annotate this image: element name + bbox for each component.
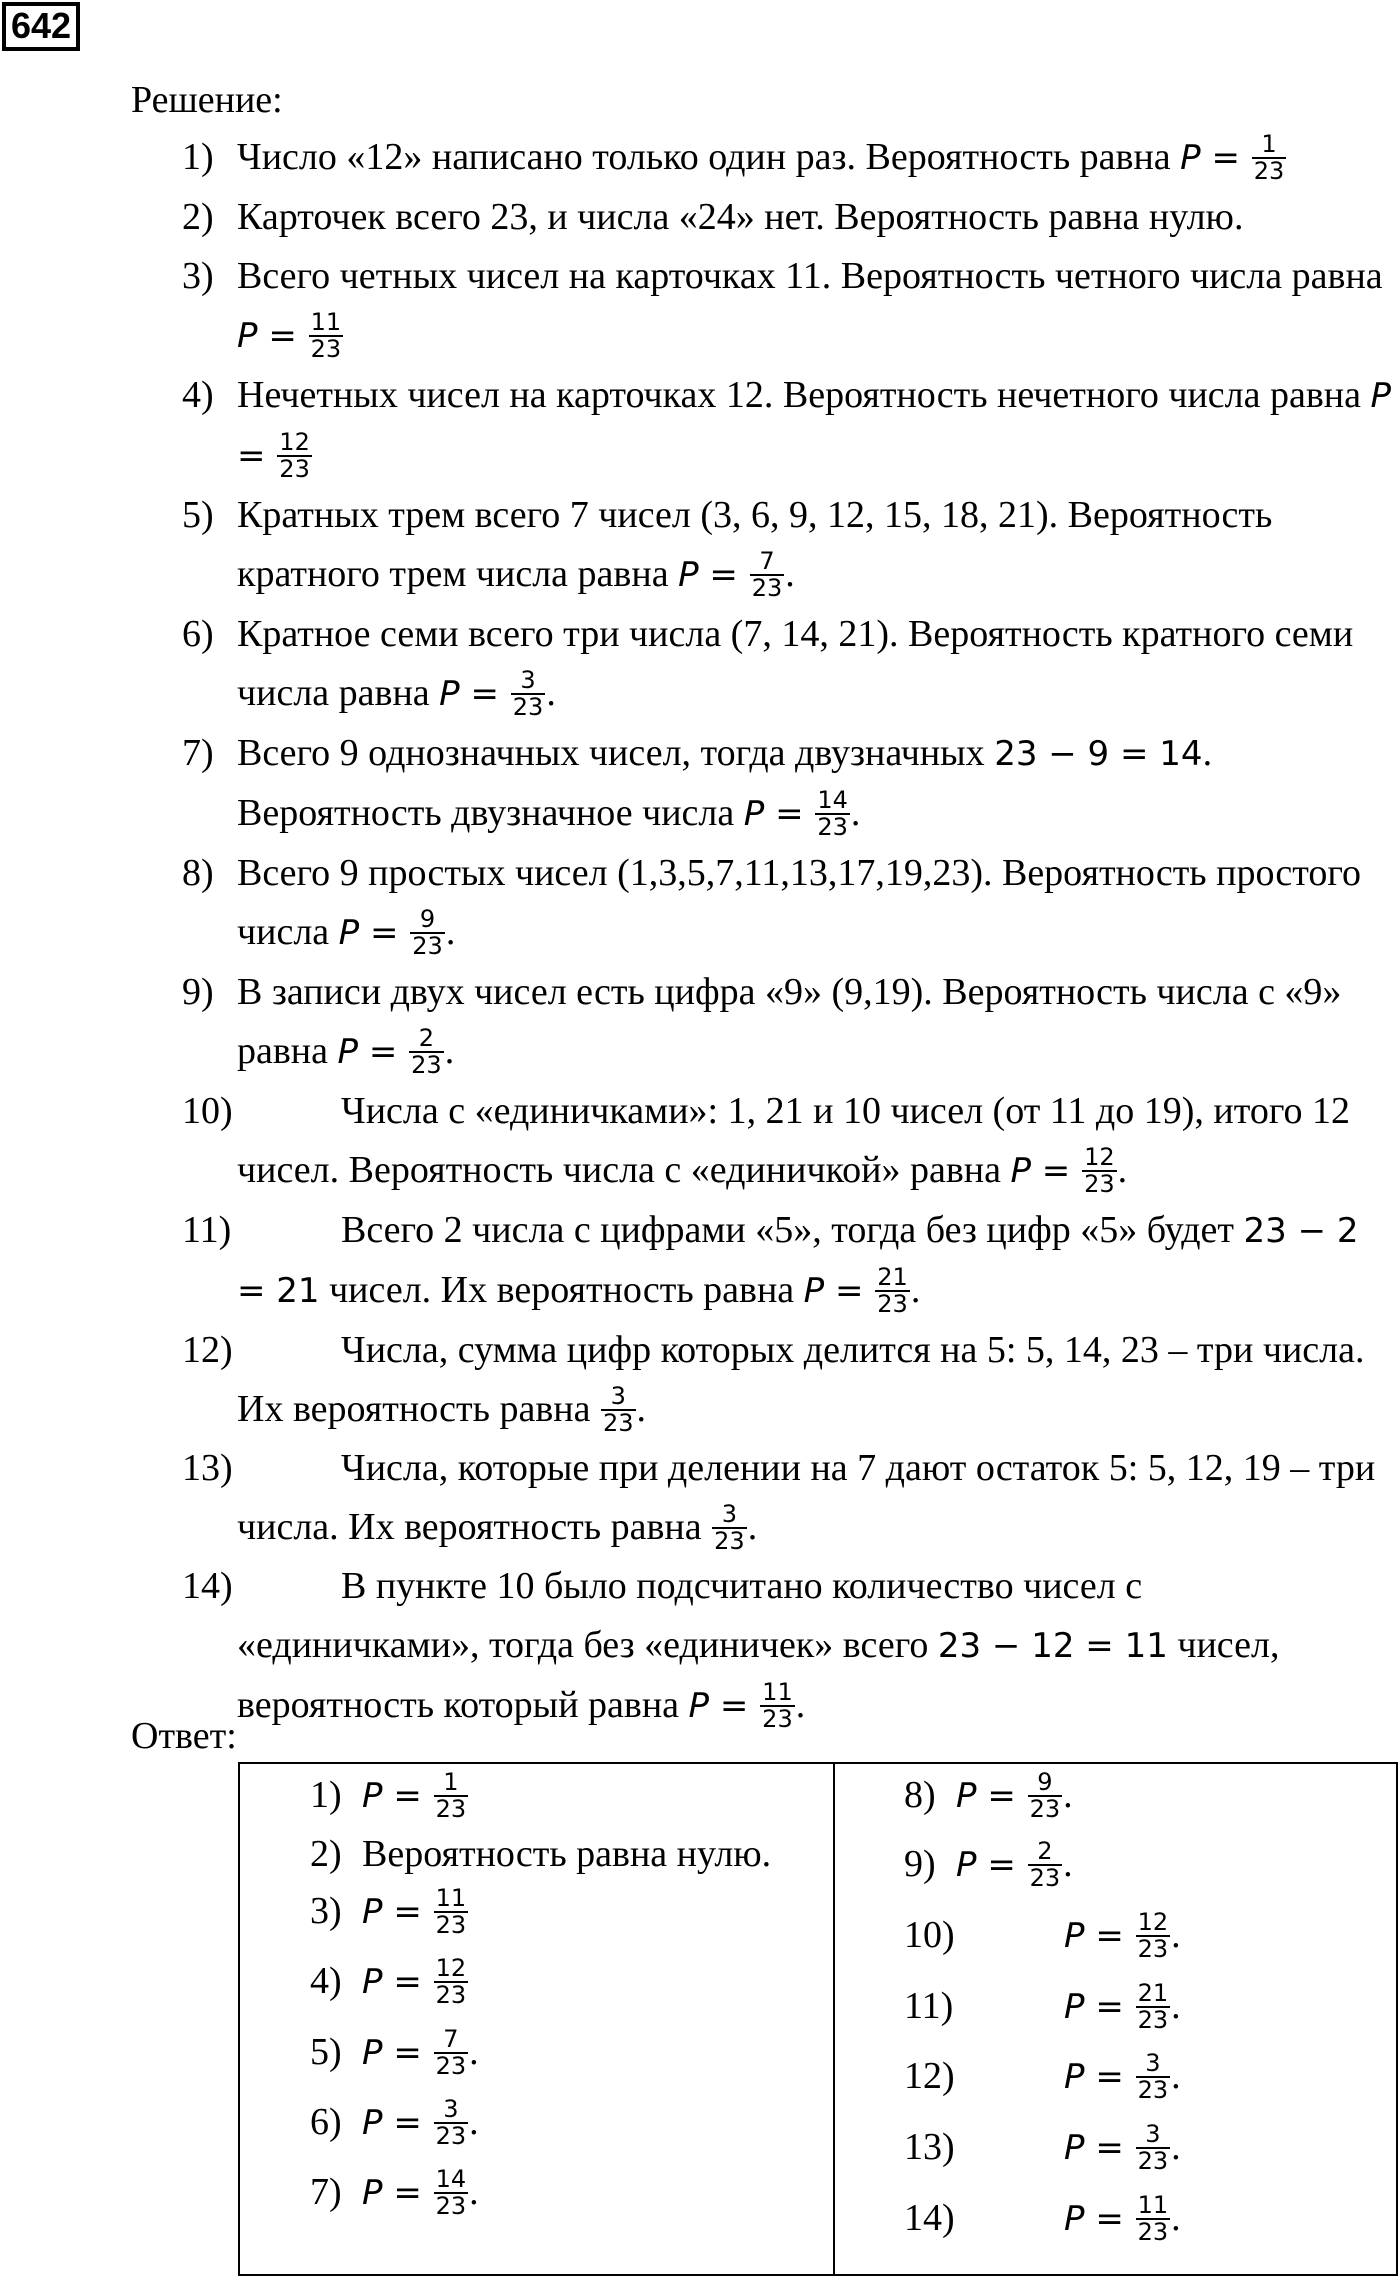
answer-number: 1): [310, 1774, 342, 1816]
text-run: Всего 9 однозначных чисел, тогда двузначных: [237, 732, 995, 774]
math-variable: P: [1180, 138, 1201, 178]
fraction-numerator: 12: [435, 1954, 467, 1983]
fraction: [1136, 2051, 1171, 2103]
fraction-denominator: 23: [435, 2122, 467, 2151]
fraction-denominator: 23: [1253, 157, 1285, 186]
math-expression: =: [382, 1892, 433, 1932]
item-number: 11): [182, 1209, 232, 1251]
fraction: [1136, 2193, 1171, 2245]
fraction-numerator: 3: [721, 1500, 738, 1529]
item-number: 14): [182, 1565, 233, 1607]
fraction: [511, 668, 546, 720]
math-variable: P: [1064, 1916, 1085, 1956]
fraction: [309, 310, 344, 362]
item-text: [237, 1447, 1376, 1556]
solution-label: Решение:: [131, 79, 283, 121]
fraction: [434, 1886, 469, 1938]
answer-number: 11): [904, 1985, 954, 2027]
fraction-denominator: 23: [279, 455, 310, 484]
item-text: [237, 971, 1342, 1080]
text-run: .: [1171, 2126, 1181, 2168]
item-text: [237, 1090, 1350, 1199]
math-expression: =: [382, 2173, 433, 2213]
fraction-numerator: 14: [817, 786, 848, 815]
solution-item: [182, 1557, 1392, 1736]
item-number: 10): [182, 1090, 233, 1132]
answer-item: [904, 2190, 1181, 2247]
fraction: [1136, 1910, 1171, 1962]
fraction-denominator: 23: [412, 932, 443, 961]
item-text: [237, 196, 1243, 238]
fraction-numerator: 12: [1137, 1908, 1169, 1937]
fraction: [277, 430, 312, 482]
text-run: чисел. Их вероятность равна: [319, 1269, 804, 1311]
fraction-denominator: 23: [603, 1409, 634, 1438]
math-expression: =: [237, 436, 277, 476]
answer-number: 14): [904, 2197, 955, 2239]
text-run: Всего 2 числа с цифрами «5», тогда без цифр «5» будет: [341, 1209, 1244, 1251]
math-expression: =: [382, 1776, 433, 1816]
answer-item: [904, 1907, 1181, 1964]
answer-item: [310, 1883, 469, 1940]
answer-item: [310, 1767, 469, 1824]
fraction-denominator: 23: [512, 693, 544, 722]
item-number: 3): [182, 255, 214, 297]
math-expression: =: [1200, 138, 1251, 178]
solution-item: [182, 1439, 1392, 1557]
text-run: Число «12» написано только один раз. Вероятность равна: [237, 136, 1181, 178]
item-text: [237, 494, 1273, 603]
solution-item: [182, 605, 1392, 724]
fraction-denominator: 23: [435, 2192, 467, 2221]
math-expression: =: [1084, 2199, 1135, 2239]
answer-number: 6): [310, 2101, 342, 2143]
answer-number: 5): [310, 2031, 342, 2073]
fraction-numerator: 9: [1037, 1768, 1053, 1797]
math-variable: P: [956, 1845, 977, 1885]
math-expression: =: [359, 913, 410, 953]
item-text: [237, 732, 1213, 842]
fraction-denominator: 23: [1084, 1170, 1115, 1199]
fraction-denominator: 23: [1137, 2218, 1169, 2247]
fraction-denominator: 23: [1137, 2147, 1169, 2176]
solution-item: [182, 963, 1392, 1082]
text-run: Числа, которые при делении на 7 дают остаток 5: 5, 12, 19 – три числа. Их вероятность равна: [237, 1447, 1376, 1548]
answer-table: [238, 1762, 1398, 2276]
text-run: .: [546, 672, 556, 714]
solution-item: [182, 247, 1392, 366]
text-run: .: [1063, 1843, 1073, 1885]
item-number: 13): [182, 1447, 233, 1489]
item-number: 7): [182, 732, 214, 774]
fraction-denominator: 23: [435, 1981, 467, 2010]
math-expression: =: [257, 316, 308, 356]
fraction-denominator: 23: [1029, 1864, 1061, 1893]
item-text: [237, 130, 1287, 186]
math-variable: P: [1064, 2199, 1085, 2239]
fraction-denominator: 23: [435, 1795, 467, 1824]
fraction: [434, 2027, 469, 2079]
text-run: .: [444, 1030, 455, 1072]
math-variable: P: [337, 1032, 359, 1072]
fraction-numerator: 1: [1261, 130, 1277, 159]
math-expression: =: [382, 2103, 433, 2143]
answer-item: [904, 1767, 1073, 1824]
text-run: Числа, сумма цифр которых делится на 5: 5, 14, 23 – три числа. Их вероятность равна: [237, 1329, 1365, 1430]
fraction-numerator: 3: [1145, 2049, 1161, 2078]
answer-item: [904, 2119, 1181, 2176]
text-run: .: [1171, 1914, 1181, 1956]
math-variable: P: [1064, 1987, 1085, 2027]
text-run: .: [469, 2031, 479, 2073]
math-variable: P: [362, 2103, 383, 2143]
fraction-denominator: 23: [310, 335, 342, 364]
fraction-denominator: 23: [817, 813, 848, 842]
item-text: [237, 1329, 1365, 1438]
fraction-denominator: 23: [1029, 1795, 1061, 1824]
text-run: чисел, вероятность который равна: [237, 1624, 1280, 1726]
solution-list: [182, 128, 1392, 1736]
math-variable: P: [803, 1271, 825, 1311]
text-run: .: [636, 1388, 647, 1430]
math-expression: =: [1084, 1916, 1135, 1956]
solution-item: [182, 128, 1392, 188]
text-run: .: [1171, 2055, 1181, 2097]
item-text: [237, 1209, 1359, 1319]
text-run: Вероятность равна нулю.: [362, 1833, 772, 1875]
fraction: [409, 1026, 444, 1078]
math-variable: P: [1064, 2128, 1085, 2168]
math-expression: =: [698, 555, 749, 595]
math-expression: =: [382, 2033, 433, 2073]
answer-number: 13): [904, 2126, 955, 2168]
fraction-numerator: 9: [419, 905, 436, 934]
task-number-box: 642: [2, 2, 80, 51]
text-run: .: [1171, 1985, 1181, 2027]
answer-item: [310, 2164, 479, 2221]
answer-item: [310, 2024, 479, 2081]
text-run: Числа с «единичками»: 1, 21 и 10 чисел (от 11 до 19), итого 12 чисел. Вероятность числа с «единичкой» равна: [237, 1090, 1350, 1191]
fraction-numerator: 3: [520, 666, 536, 695]
fraction-numerator: 3: [443, 2095, 459, 2124]
math-expression: 23 − 9 = 14: [994, 734, 1203, 774]
item-number: 2): [182, 196, 214, 238]
fraction: [410, 907, 445, 959]
fraction: [1136, 1981, 1171, 2033]
text-run: . Вероятность двузначное числа: [237, 732, 1213, 834]
fraction: [1136, 2122, 1171, 2174]
math-expression: 23 − 12 = 11: [937, 1626, 1168, 1666]
text-run: Всего четных чисел на карточках 11. Вероятность четного числа равна: [237, 255, 1383, 297]
math-expression: =: [1084, 2057, 1135, 2097]
math-variable: P: [688, 1686, 710, 1726]
answer-item: [904, 2048, 1181, 2105]
solution-item: [182, 1082, 1392, 1201]
answer-table-divider: [833, 1764, 835, 2274]
text-run: .: [1171, 2197, 1181, 2239]
text-run: В записи двух чисел есть цифра «9» (9,19). Вероятность числа с «9» равна: [237, 971, 1342, 1072]
math-variable: P: [237, 316, 258, 356]
fraction-numerator: 1: [443, 1768, 459, 1797]
text-run: .: [850, 792, 861, 834]
fraction-denominator: 23: [877, 1290, 908, 1319]
text-run: .: [747, 1506, 758, 1548]
fraction-denominator: 23: [762, 1705, 793, 1734]
fraction-numerator: 11: [762, 1678, 793, 1707]
text-run: .: [1063, 1774, 1073, 1816]
math-variable: P: [1010, 1151, 1031, 1191]
math-variable: P: [362, 1776, 383, 1816]
item-text: [237, 1565, 1280, 1734]
math-variable: P: [362, 1892, 383, 1932]
item-number: 4): [182, 374, 214, 416]
fraction: [434, 2167, 469, 2219]
fraction-numerator: 2: [418, 1024, 435, 1053]
item-text: [237, 255, 1383, 364]
answer-label: Ответ:: [131, 1715, 237, 1757]
fraction-numerator: 2: [1037, 1837, 1053, 1866]
fraction: [1028, 1770, 1063, 1822]
math-variable: P: [362, 1962, 383, 2002]
text-run: .: [795, 1684, 806, 1726]
item-number: 1): [182, 136, 214, 178]
answer-number: 12): [904, 2055, 955, 2097]
solution-item: [182, 1321, 1392, 1439]
answer-number: 10): [904, 1914, 955, 1956]
fraction: [434, 2097, 469, 2149]
fraction-denominator: 23: [435, 1911, 467, 1940]
fraction-numerator: 12: [1084, 1143, 1115, 1172]
fraction-numerator: 12: [279, 428, 310, 457]
text-run: Карточек всего 23, и числа «24» нет. Вероятность равна нулю.: [237, 196, 1244, 238]
fraction-denominator: 23: [1137, 1935, 1169, 1964]
solution-item: [182, 486, 1392, 605]
math-variable: P: [362, 2173, 383, 2213]
text-run: .: [445, 911, 456, 953]
item-number: 12): [182, 1329, 233, 1371]
math-expression: =: [824, 1271, 875, 1311]
fraction: [875, 1265, 910, 1317]
math-variable: P: [338, 913, 360, 953]
math-variable: P: [439, 674, 460, 714]
math-expression: =: [976, 1776, 1027, 1816]
answer-item: [904, 1836, 1073, 1893]
item-number: 9): [182, 971, 214, 1013]
fraction-numerator: 21: [877, 1263, 908, 1292]
text-run: .: [910, 1269, 921, 1311]
math-variable: P: [362, 2033, 383, 2073]
fraction: [1082, 1145, 1117, 1197]
math-expression: =: [382, 1962, 433, 2002]
text-run: .: [785, 553, 795, 595]
text-run: .: [1117, 1149, 1128, 1191]
answer-item: [310, 1953, 469, 2010]
solution-item: [182, 1201, 1392, 1321]
math-expression: =: [1084, 2128, 1135, 2168]
fraction: [760, 1680, 795, 1732]
item-number: 6): [182, 613, 214, 655]
item-number: 5): [182, 494, 214, 536]
math-variable: P: [743, 794, 765, 834]
math-variable: P: [956, 1776, 977, 1816]
text-run: .: [469, 2171, 479, 2213]
text-run: .: [469, 2101, 479, 2143]
answer-item: [904, 1978, 1181, 2035]
fraction-denominator: 23: [435, 2052, 467, 2081]
math-expression: =: [1084, 1987, 1135, 2027]
fraction-numerator: 3: [610, 1382, 626, 1411]
text-run: В пункте 10 было подсчитано количество чисел с «единичками», тогда без «единичек» всего: [237, 1565, 1143, 1666]
text-run: Кратное семи всего три числа (7, 14, 21). Вероятность кратного семи числа равна: [237, 613, 1354, 714]
fraction-numerator: 11: [1137, 2191, 1169, 2220]
fraction: [815, 788, 850, 840]
fraction: [1252, 132, 1287, 184]
answer-number: 4): [310, 1960, 342, 2002]
solution-item: [182, 724, 1392, 844]
item-text: [237, 852, 1362, 961]
item-number: 8): [182, 852, 214, 894]
math-variable: P: [678, 555, 699, 595]
answer-number: 9): [904, 1843, 936, 1885]
solution-item: [182, 366, 1392, 486]
fraction: [434, 1956, 469, 2008]
fraction-denominator: 23: [1137, 2076, 1169, 2105]
answer-number: 8): [904, 1774, 936, 1816]
answer-item: [310, 2094, 479, 2151]
fraction-numerator: 7: [759, 547, 775, 576]
answer-item: [310, 1826, 771, 1882]
math-expression: =: [709, 1686, 760, 1726]
fraction-numerator: 14: [435, 2165, 467, 2194]
answer-number: 2): [310, 1833, 342, 1875]
item-text: [237, 374, 1392, 484]
fraction-denominator: 23: [714, 1527, 745, 1556]
fraction-numerator: 11: [310, 308, 342, 337]
fraction-denominator: 23: [751, 574, 783, 603]
fraction: [712, 1502, 747, 1554]
text-run: Нечетных чисел на карточках 12. Вероятность нечетного числа равна: [237, 374, 1371, 416]
math-expression: =: [358, 1032, 409, 1072]
answer-number: 7): [310, 2171, 342, 2213]
math-expression: =: [976, 1845, 1027, 1885]
text-run: Кратных трем всего 7 чисел (3, 6, 9, 12, 15, 18, 21). Вероятность кратного трем числа равна: [237, 494, 1273, 595]
fraction: [750, 549, 785, 601]
fraction-denominator: 23: [1137, 2006, 1169, 2035]
fraction: [1028, 1839, 1063, 1891]
fraction-numerator: 7: [443, 2025, 459, 2054]
item-text: [237, 613, 1354, 722]
math-expression: 23 − 2 = 21: [237, 1211, 1359, 1311]
solution-item: [182, 844, 1392, 963]
math-variable: P: [1064, 2057, 1085, 2097]
math-variable: P: [1370, 376, 1392, 416]
math-expression: =: [459, 674, 510, 714]
answer-number: 3): [310, 1890, 342, 1932]
fraction-denominator: 23: [411, 1051, 442, 1080]
fraction-numerator: 3: [1145, 2120, 1161, 2149]
math-expression: =: [1031, 1151, 1082, 1191]
text-run: Всего 9 простых чисел (1,3,5,7,11,13,17,19,23). Вероятность простого числа: [237, 852, 1362, 953]
fraction-numerator: 11: [435, 1884, 467, 1913]
fraction: [601, 1384, 636, 1436]
fraction-numerator: 21: [1137, 1979, 1169, 2008]
math-expression: =: [764, 794, 815, 834]
fraction: [434, 1770, 469, 1822]
solution-item: [182, 188, 1392, 247]
